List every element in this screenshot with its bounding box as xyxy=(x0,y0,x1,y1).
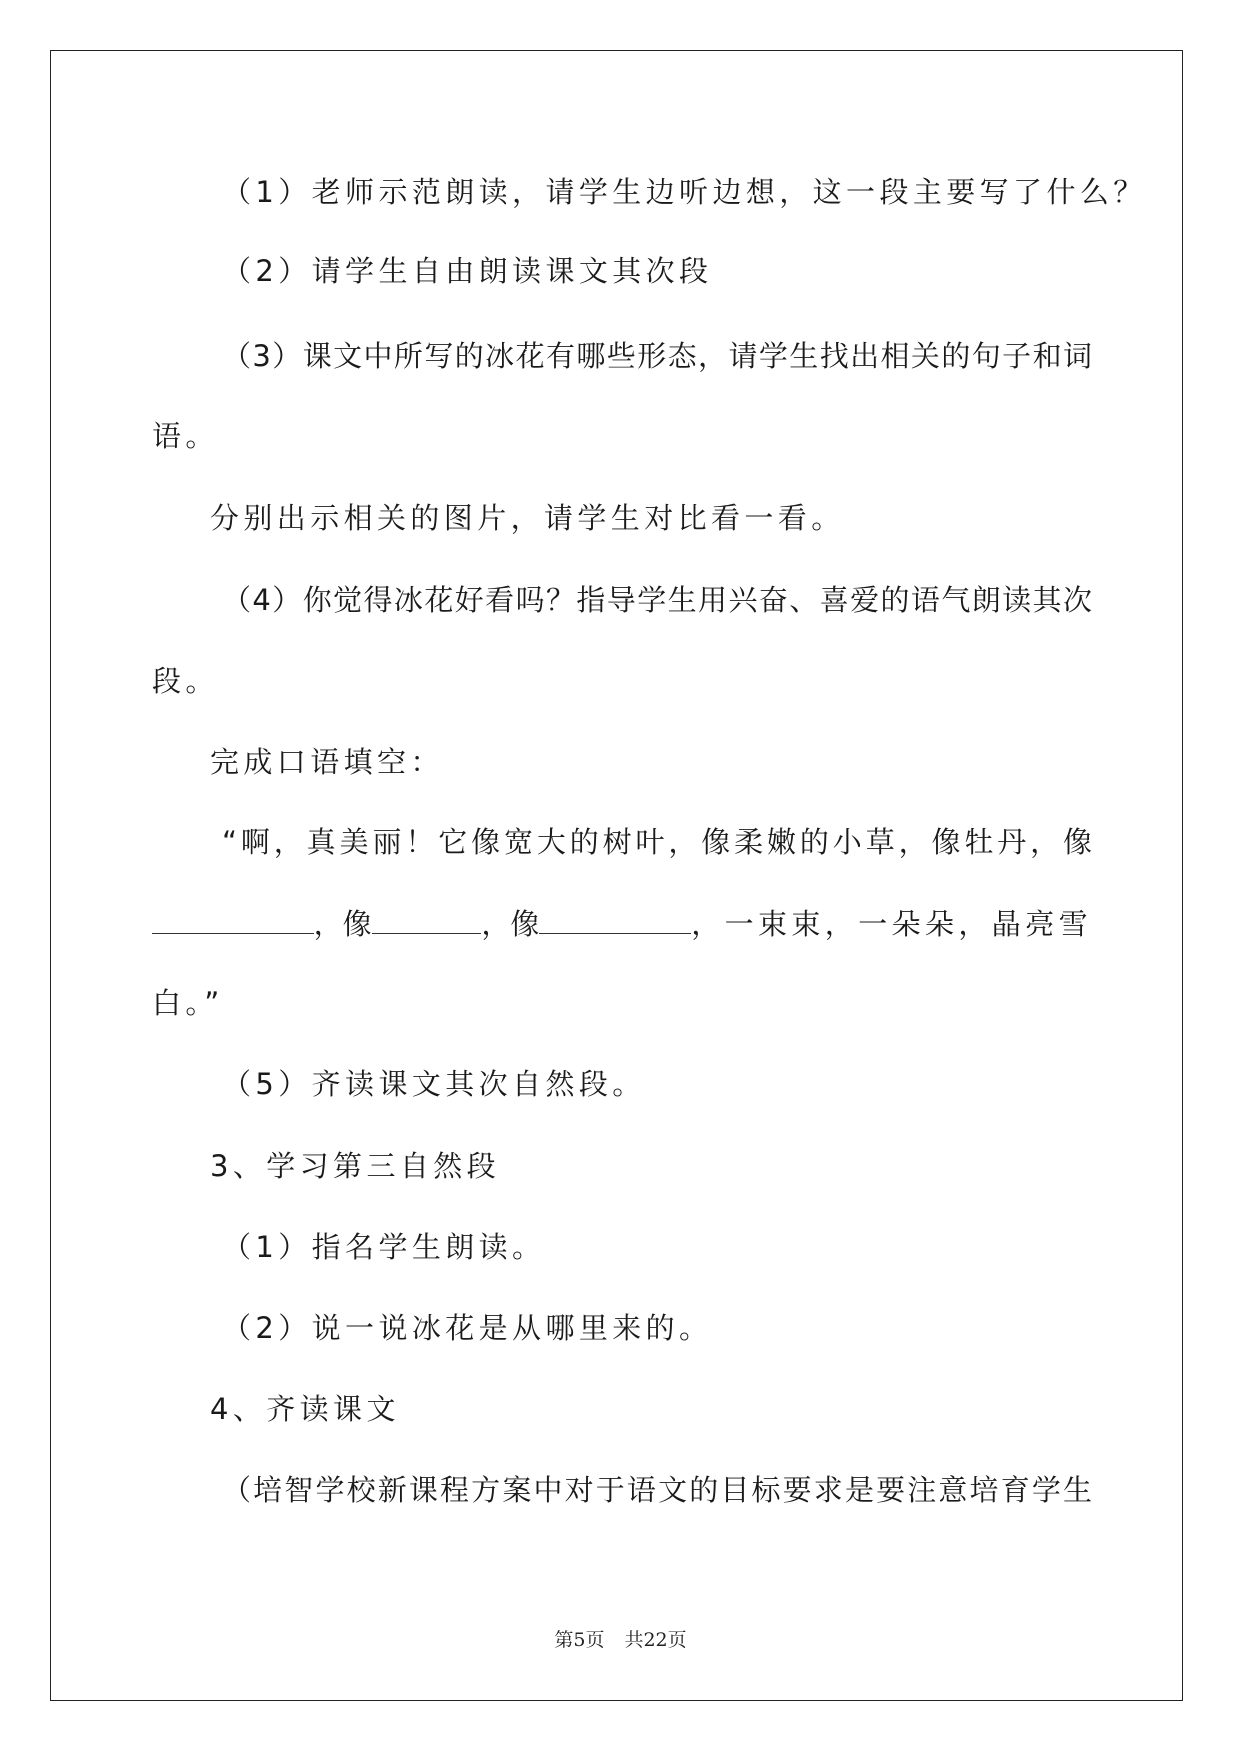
paragraph-line: 分别出示相关的图片，请学生对比看一看。 xyxy=(210,501,845,535)
page-footer xyxy=(0,1625,1241,1652)
page-number: 第5页 xyxy=(554,1629,605,1651)
paragraph-line: 4、齐读课文 xyxy=(210,1392,400,1426)
paragraph-line: “啊，真美丽！它像宽大的树叶，像柔嫩的小草，像牡丹，像 xyxy=(222,825,1092,859)
fill-text: ，一束束，一朵朵，晶亮雪 xyxy=(691,907,1092,941)
paragraph-line: 完成口语填空： xyxy=(210,745,444,779)
paragraph-line: （1）指名学生朗读。 xyxy=(222,1230,546,1264)
paragraph-line: （5）齐读课文其次自然段。 xyxy=(222,1067,646,1101)
fill-text: ，像 xyxy=(481,907,540,941)
paragraph-line: 段。 xyxy=(152,664,219,698)
paragraph-line: 白。” xyxy=(152,986,224,1020)
fill-blank xyxy=(152,905,314,934)
paragraph-line: （1）老师示范朗读，请学生边听边想，这一段主要写了什么？ xyxy=(222,175,1147,209)
paragraph-line: 语。 xyxy=(152,419,219,453)
paragraph-line: （2）说一说冰花是从哪里来的。 xyxy=(222,1311,713,1345)
page-border xyxy=(50,50,1183,1701)
paragraph-line: （3）课文中所写的冰花有哪些形态，请学生找出相关的句子和词 xyxy=(222,339,1092,373)
paragraph-line: （2）请学生自由朗读课文其次段 xyxy=(222,254,713,288)
paragraph-line: 3、学习第三自然段 xyxy=(210,1149,501,1183)
page-total: 共22页 xyxy=(624,1629,687,1651)
paragraph-line: （培智学校新课程方案中对于语文的目标要求是要注意培育学生 xyxy=(222,1473,1092,1507)
fill-blank xyxy=(539,905,691,934)
paragraph-line: （4）你觉得冰花好看吗？指导学生用兴奋、喜爱的语气朗读其次 xyxy=(222,583,1092,617)
fill-text: ，像 xyxy=(313,907,372,941)
fill-in-line xyxy=(152,905,1092,942)
fill-blank xyxy=(372,905,482,934)
